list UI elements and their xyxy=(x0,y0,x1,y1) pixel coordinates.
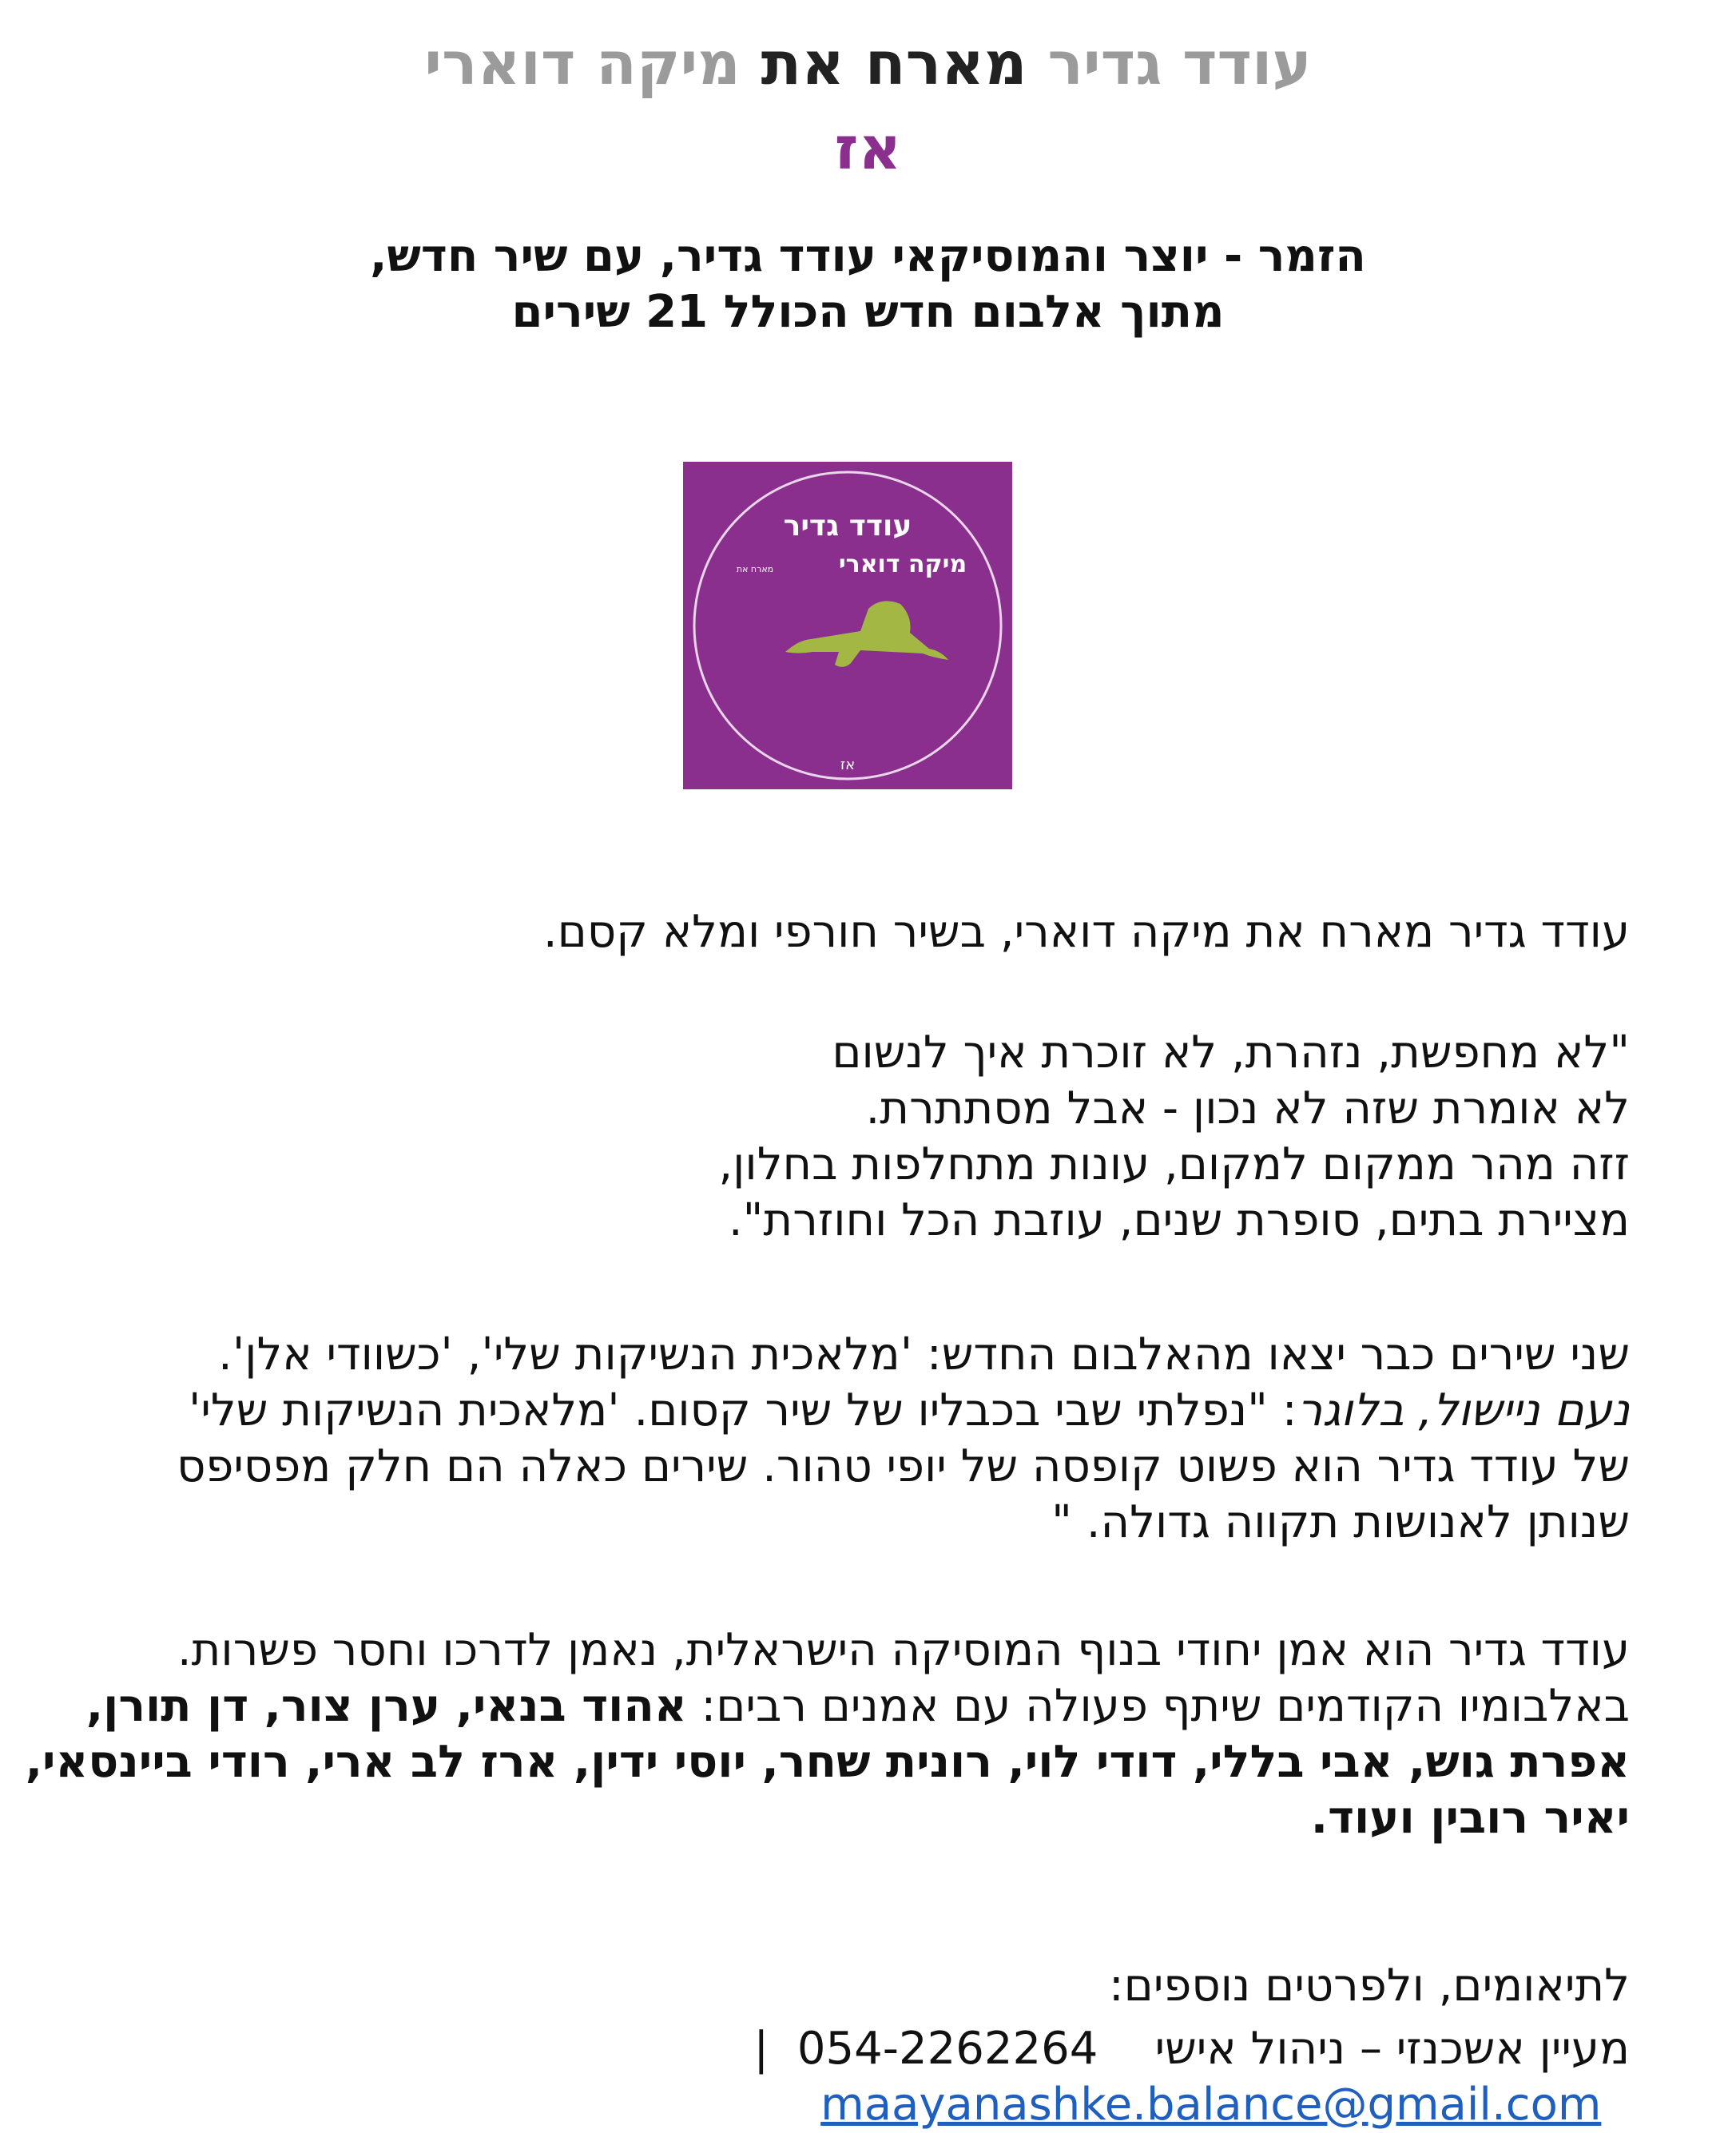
poem-line: זזה מהר ממקום למקום, עונות מתחלפות בחלון, xyxy=(718,1138,1630,1190)
collaborators-list: אהוד בנאי, ערן צור, דן תורן, אפרת גוש, אבי בללי, דודי לוי, רונית שחר, יוסי ידין, ארז לב ארי, רודי ביינסאי, יאיר רובין ועוד. xyxy=(25,1680,1630,1844)
album-cover xyxy=(683,462,1012,789)
page-title xyxy=(0,24,1736,104)
subtitle-line-1: הזמר - יוצר והמוסיקאי עודד גדיר, עם שיר חדש, xyxy=(370,230,1366,282)
cover-guest: מיקה דוארי xyxy=(838,550,967,578)
title-hosts: מארח את xyxy=(740,30,1048,98)
albums-paragraph xyxy=(0,1327,1630,1551)
title-guest: מיקה דוארי xyxy=(424,30,741,98)
poem-line: "לא מחפשת, נזהרת, לא זוכרת איך לנשום xyxy=(832,1027,1630,1078)
contact-separator: | xyxy=(753,2023,769,2075)
cover-song: אז xyxy=(840,757,856,773)
albums-line-2 xyxy=(0,1383,1630,1439)
critic-quote: : "נפלתי שבי בכבליו של שיר קסום. 'מלאכית הנשיקות שלי' xyxy=(188,1384,1297,1436)
subtitle xyxy=(0,228,1736,340)
albums-line-4: שנותן לאנושות תקווה גדולה. " xyxy=(1051,1496,1630,1548)
albums-line-3: של עודד גדיר הוא פשוט קופסה של יופי טהור. שירים כאלה הם חלק מפסיפס xyxy=(177,1440,1630,1492)
title-artist: עודד גדיר xyxy=(1047,30,1312,98)
album-cover-art xyxy=(683,462,1012,789)
contact-heading: לתיאומים, ולפרטים נוספים: xyxy=(1108,1960,1630,2012)
poem-line: לא אומרת שזה לא נכון - אבל מסתתרת. xyxy=(865,1082,1630,1134)
artist-description: עודד גדיר הוא אמן יחודי בנוף המוסיקה הישראלית, נאמן לדרכו וחסר פשרות. באלבומיו הקודמים שיתף פעולה עם אמנים רבים: xyxy=(177,1624,1630,1732)
albums-line-1: שני שירים כבר יצאו מהאלבום החדש: 'מלאכית הנשיקות שלי', 'כשוודי אלן'. xyxy=(218,1329,1630,1380)
poem-line: מציירת בתים, סופרת שנים, עוזבת הכל וחוזרת". xyxy=(728,1194,1630,1246)
cover-small-text: מארח את xyxy=(736,564,774,574)
contact-email-link[interactable]: maayanashke.balance@gmail.com xyxy=(820,2079,1602,2131)
artist-paragraph xyxy=(0,1623,1630,1846)
critic-name: נעם ניישול, בלוגר xyxy=(1297,1384,1630,1436)
song-name: אז xyxy=(834,114,902,183)
contact-row xyxy=(0,2021,1630,2133)
subtitle-line-2: מתוך אלבום חדש הכולל 21 שירים xyxy=(511,286,1225,338)
intro-paragraph: עודד גדיר מארח את מיקה דוארי, בשיר חורפי ומלא קסם. xyxy=(542,906,1630,958)
contact-phone: 054-2262264 xyxy=(796,2023,1098,2075)
poem-quote xyxy=(0,1025,1630,1249)
cover-artist: עודד גדיר xyxy=(783,510,912,542)
contact-name: מעיין אשכנזי – ניהול אישי xyxy=(1154,2023,1630,2075)
